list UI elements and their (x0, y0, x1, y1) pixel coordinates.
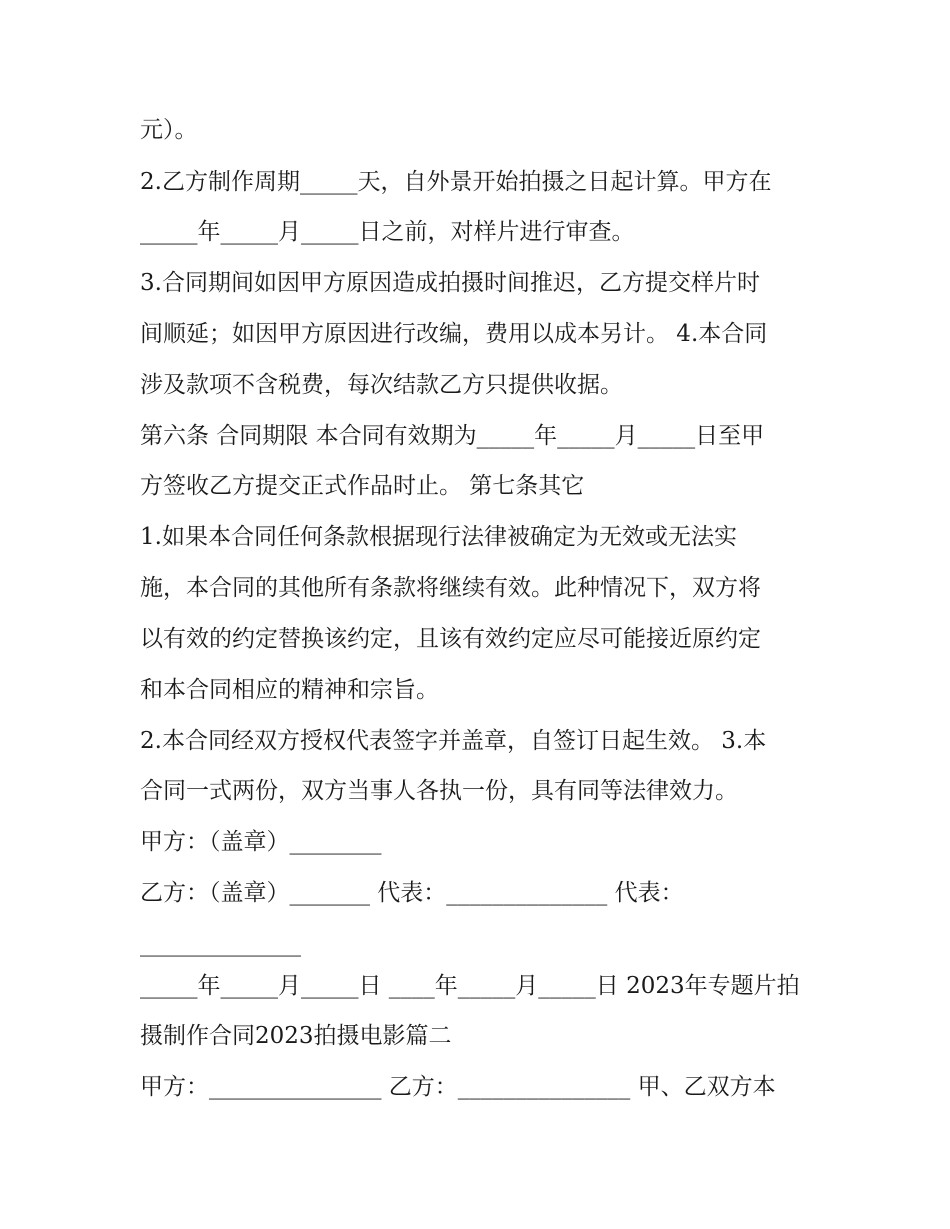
text-line: 方签收乙方提交正式作品时止。 第七条其它 (140, 473, 585, 499)
text-line: 摄制作合同2023拍摄电影篇二 (140, 1023, 452, 1049)
text-line: 甲方：_______________ 乙方：_______________ 甲、乙双方本 (140, 1074, 776, 1100)
text-line: 2.本合同经双方授权代表签字并盖章，自签订日起生效。 3.本 (140, 728, 767, 754)
text-line: _____年_____月_____日 ____年_____月_____日 2023年专题片拍 (140, 973, 800, 999)
text-line: 3.合同期间如因甲方原因造成拍摄时间推迟，乙方提交样片时 (140, 270, 760, 296)
text-line: 施，本合同的其他所有条款将继续有效。此种情况下，双方将 (140, 575, 761, 601)
text-line: 以有效的约定替换该约定，且该有效约定应尽可能接近原约定 (140, 626, 761, 652)
text-line: ______________ (140, 931, 301, 957)
text-line: 甲方：（盖章）________ (140, 829, 382, 855)
text-line: 合同一式两份，双方当事人各执一份，具有同等法律效力。 (140, 778, 738, 804)
text-line: 间顺延；如因甲方原因进行改编，费用以成本另计。 4.本合同 (140, 321, 768, 347)
text-line: 1.如果本合同任何条款根据现行法律被确定为无效或无法实 (140, 524, 737, 550)
text-line: _____年_____月_____日之前，对样片进行审查。 (140, 219, 635, 245)
text-line: 乙方：（盖章）_______ 代表：______________ 代表： (140, 880, 684, 906)
text-line: 第六条 合同期限 本合同有效期为_____年_____月_____日至甲 (140, 423, 765, 449)
text-line: 2.乙方制作周期_____天，自外景开始拍摄之日起计算。甲方在 (140, 169, 772, 195)
text-line: 和本合同相应的精神和宗旨。 (140, 677, 439, 703)
text-line: 元）。 (140, 117, 198, 143)
text-line: 涉及款项不含税费，每次结款乙方只提供收据。 (140, 372, 623, 398)
